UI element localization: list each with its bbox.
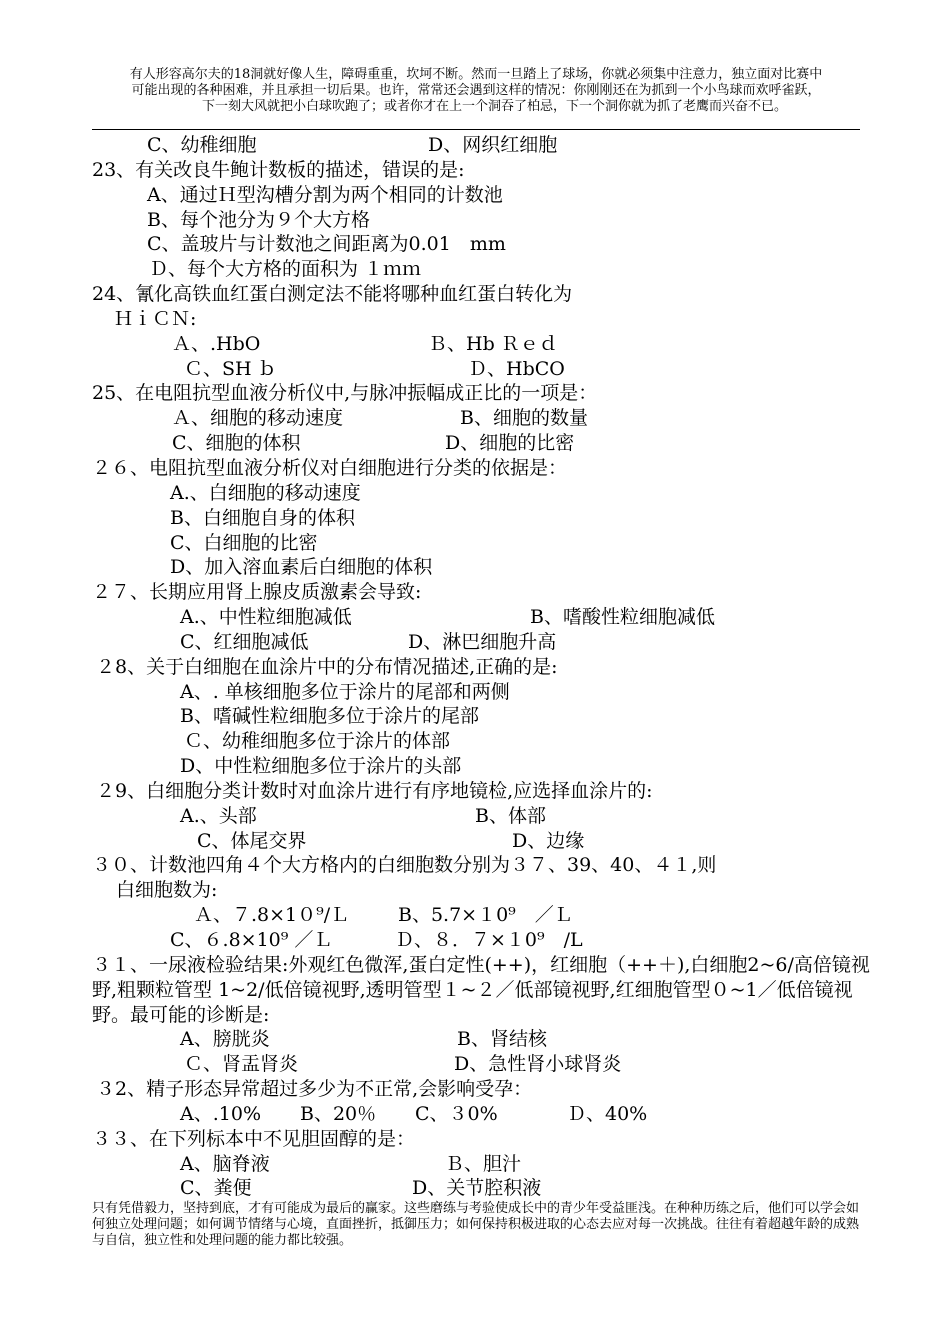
option-b: Ｂ、胆汁 xyxy=(445,1152,522,1175)
option-d: Ｄ、HbCO xyxy=(468,357,565,380)
option-d: D、细胞的比密 xyxy=(445,432,575,455)
question-25: 25、在电阻抗型血液分析仪中,与脉冲振幅成正比的一项是： xyxy=(92,382,598,405)
header-line: 可能出现的各种困难，并且承担一切后果。也许，常常还会遇到这样的情况：你刚刚还在为抓到一个小鸟球而欢呼雀跃， xyxy=(131,83,821,98)
option-a: Ａ、.HbO xyxy=(172,332,261,355)
option-a: A、通过Ｈ型沟槽分割为两个相同的计数池 xyxy=(147,183,503,206)
option-a: A.、白细胞的移动速度 xyxy=(170,481,361,504)
question-32: ３2、精子形态异常超过多少为不正常,会影响受孕： xyxy=(96,1078,533,1101)
header-line: 有人形容高尔夫的18洞就好像人生，障碍重重，坎坷不断。然而一旦踏上了球场，你就必须集中注意力，独立面对比赛中 xyxy=(129,67,823,82)
question-28: ２8、关于白细胞在血涂片中的分布情况描述,正确的是: xyxy=(96,655,558,678)
option-a: A、. 单核细胞多位于涂片的尾部和两侧 xyxy=(180,680,510,703)
option-c: C、３0% xyxy=(415,1102,498,1125)
question-24: 24、氰化高铁血红蛋白测定法不能将哪种血红蛋白转化为 xyxy=(92,283,573,306)
option-a: A、膀胱炎 xyxy=(180,1028,270,1051)
option-d: Ｄ、40% xyxy=(567,1102,648,1125)
header-line: 下一刻大风就把小白球吹跑了；或者你才在上一个洞吞了柏忌，下一个洞你就为抓了老鹰而兴奋不已。 xyxy=(202,99,788,114)
option-c: Ｃ、肾盂肾炎 xyxy=(184,1053,299,1076)
question-31: ３１、一尿液检验结果:外观红色微浑,蛋白定性(++)，红细胞（++＋),白细胞2~6/高倍镜视野,粗颗粒管型 1~2/低倍镜视野,透明管型１~２／低部镜视野,红细胞管型０~1／低倍镜视野。最可能的诊断是: xyxy=(92,953,870,1026)
option-d: D、网织红细胞 xyxy=(428,134,558,156)
option-a: A.、头部 xyxy=(180,804,257,827)
option-b: B、体部 xyxy=(475,804,546,827)
option-a: A、脑脊液 xyxy=(180,1152,270,1175)
option-d: D、边缘 xyxy=(512,829,585,852)
option-b: B、20％ xyxy=(300,1102,377,1125)
question-29: ２9、白细胞分类计数时对血涂片进行有序地镜检,应选择血涂片的: xyxy=(96,779,653,802)
question-30: ３０、计数池四角４个大方格内的白细胞数分别为３７、39、40、４１,则 xyxy=(92,854,717,877)
option-c: C、６.8×10⁹ ／Ｌ xyxy=(170,929,333,951)
option-d: D、急性肾小球肾炎 xyxy=(454,1053,622,1076)
option-d: D、淋巴细胞升高 xyxy=(408,630,557,653)
option-b: B、5.7×１0⁹ ／Ｌ xyxy=(398,904,573,927)
option-c: Ｃ、幼稚细胞多位于涂片的体部 xyxy=(184,730,451,753)
option-a: Ａ、７.8×1０⁹/Ｌ xyxy=(194,904,350,927)
option-b: Ｂ、Hb Ｒｅｄ xyxy=(428,332,558,355)
header-divider xyxy=(92,129,860,130)
question-24-cont: ＨｉＣＮ: xyxy=(114,307,197,330)
page-footer: 只有凭借毅力，坚持到底，才有可能成为最后的赢家。这些磨练与考验使成长中的青少年受益匪浅。在种种历练之后，他们可以学会如何独立处理问题；如何调节情绪与心境，直面挫折，抵御压力；如何保持积极进取的心态去应对每一次挑战。往往有着超越年龄的成熟与自信，独立性和处理问题的能力都比较强。 xyxy=(92,1201,860,1248)
option-c: C、体尾交界 xyxy=(197,829,307,852)
option-a: Ａ、细胞的移动速度 xyxy=(172,407,344,430)
question-27: ２７、长期应用肾上腺皮质激素会导致: xyxy=(92,581,422,604)
option-c: C、盖玻片与计数池之间距离为0.01 mm xyxy=(147,233,506,256)
option-c: C、白细胞的比密 xyxy=(170,531,318,554)
option-a: A.、中性粒细胞减低 xyxy=(180,606,352,629)
page-header xyxy=(92,67,860,115)
question-30-cont: 白细胞数为: xyxy=(116,879,218,902)
option-b: B、细胞的数量 xyxy=(460,407,588,430)
option-b: B、每个池分为９个大方格 xyxy=(147,208,370,231)
question-33: ３３、在下列标本中不见胆固醇的是： xyxy=(92,1127,416,1150)
option-c: C、粪便 xyxy=(180,1177,252,1200)
option-c: C、幼稚细胞 xyxy=(147,134,257,156)
option-c: Ｃ、SH ｂ xyxy=(184,357,277,380)
question-26: ２６、电阻抗型血液分析仪对白细胞进行分类的依据是： xyxy=(92,456,568,479)
option-d: Ｄ、每个大方格的面积为 １ｍｍ xyxy=(149,258,422,281)
question-23: 23、有关改良牛鲍计数板的描述，错误的是: xyxy=(92,158,465,181)
option-d: D、关节腔积液 xyxy=(412,1177,542,1200)
option-d: D、中性粒细胞多位于涂片的头部 xyxy=(180,755,462,778)
option-d: Ｄ、８．７×１0⁹ /L xyxy=(395,929,583,951)
option-d: D、加入溶血素后白细胞的体积 xyxy=(170,556,433,579)
option-c: C、红细胞减低 xyxy=(180,630,309,653)
exam-questions xyxy=(92,133,872,1201)
option-b: B、嗜碱性粒细胞多位于涂片的尾部 xyxy=(180,705,479,728)
option-b: B、肾结核 xyxy=(457,1028,547,1051)
option-b: B、嗜酸性粒细胞减低 xyxy=(530,606,715,629)
option-a: A、.10% xyxy=(180,1102,261,1125)
option-b: B、白细胞自身的体积 xyxy=(170,506,355,529)
option-c: C、细胞的体积 xyxy=(172,432,301,455)
